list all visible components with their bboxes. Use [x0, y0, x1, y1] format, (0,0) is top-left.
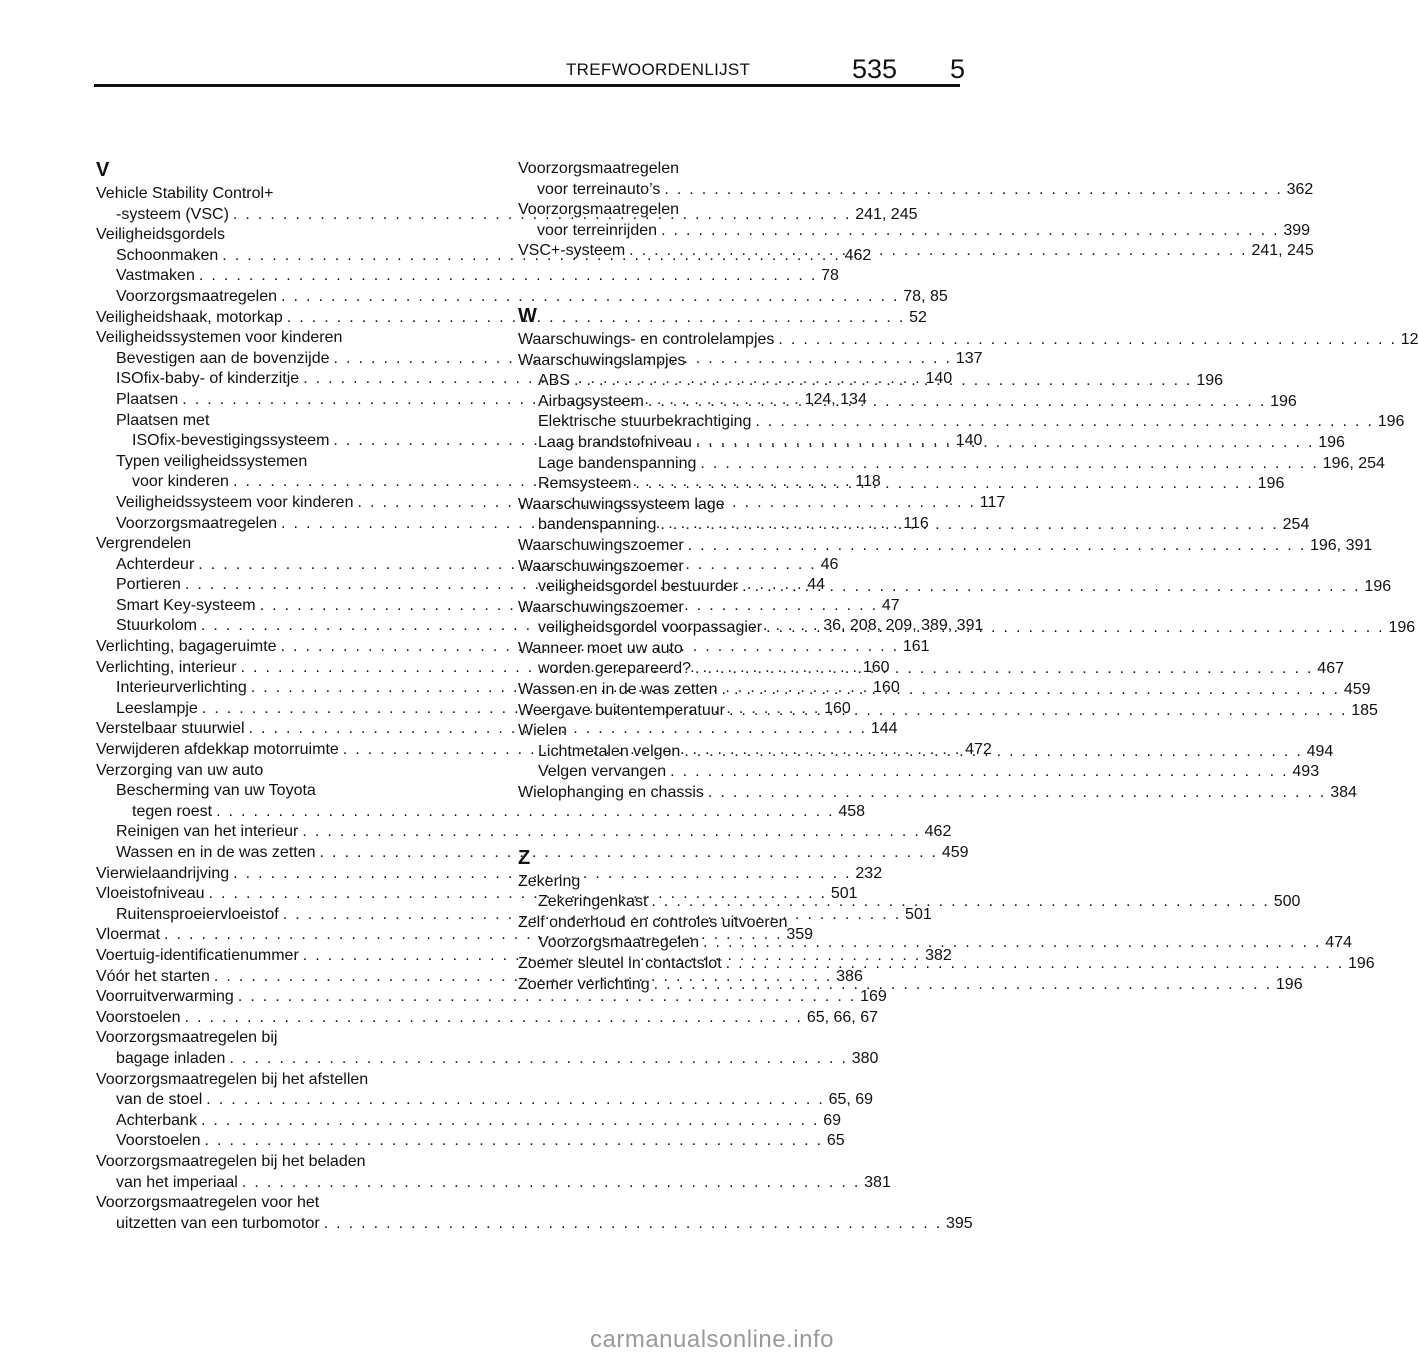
index-entry: [96, 452, 480, 473]
dot-leader: [708, 783, 1326, 804]
index-entry: [96, 1131, 845, 1152]
index-page-refs: 118: [855, 473, 881, 491]
index-term: Verwijderen afdekkap motorruimte: [96, 741, 339, 759]
index-page-refs: 241, 245: [1251, 242, 1314, 260]
index-page-refs: 196, 254: [1322, 454, 1385, 472]
index-term: Waarschuwingszoemer: [518, 598, 684, 616]
index-term: -systeem (VSC): [116, 205, 229, 223]
index-term: Schoonmaken: [116, 246, 219, 264]
index-term: tegen roest: [132, 802, 213, 820]
index-page-refs: 196: [1388, 619, 1416, 637]
index-term: Plaatsen met: [116, 411, 210, 429]
index-term: Verlichting, interieur: [96, 658, 237, 676]
index-entry: [96, 266, 839, 287]
index-entry: [96, 987, 887, 1008]
index-term: Verlichting, bagageruimte: [96, 638, 277, 656]
index-term: Veiligheidssysteem voor kinderen: [116, 493, 354, 511]
index-entry: [518, 639, 902, 660]
index-term: Voorzorgsmaatregelen: [116, 514, 277, 532]
index-term: Vloeistofniveau: [96, 885, 205, 903]
watermark-text: carmanualsonline.info: [590, 1326, 834, 1353]
index-page-refs: 196: [1364, 578, 1392, 596]
dot-leader: [778, 330, 1396, 351]
index-term: Voorzorgsmaatregelen: [538, 934, 699, 952]
index-page-refs: 65: [826, 1132, 845, 1150]
index-term: Voertuig-identificatienummer: [96, 946, 299, 964]
index-page-refs: 386: [836, 967, 863, 985]
index-page-refs: 500: [1273, 893, 1301, 911]
index-entry: [518, 975, 1303, 996]
index-term: Vergrendelen: [96, 535, 192, 553]
index-page-refs: 196: [1257, 475, 1285, 493]
index-term: Voorzorgsmaatregelen: [518, 160, 679, 177]
index-page-refs: 78, 85: [903, 287, 948, 305]
index-entry: [518, 872, 902, 893]
index-entry: [518, 351, 902, 372]
index-entry: [96, 534, 480, 555]
index-term: Voorzorgsmaatregelen bij het afstellen: [96, 1070, 369, 1088]
index-page-refs: 36, 208, 209, 389, 391: [823, 617, 984, 635]
dot-leader: [574, 371, 1192, 392]
index-entry: [518, 762, 1320, 783]
index-page-refs: 362: [1286, 180, 1314, 198]
index-term: Remsysteem: [538, 475, 632, 493]
index-page-refs: 44: [807, 576, 826, 594]
index-term: van de stoel: [116, 1091, 203, 1109]
index-page-refs: 117: [979, 493, 1006, 511]
index-entry: [518, 577, 1392, 598]
index-entry: [96, 781, 480, 802]
index-page-refs: 196: [1318, 433, 1345, 451]
dot-leader: [696, 433, 1314, 454]
index-term: voor kinderen: [132, 473, 229, 491]
index-term: Leeslampje: [116, 699, 198, 717]
index-entry: [518, 913, 902, 934]
index-term: Portieren: [116, 576, 181, 594]
index-page-refs: 459: [1343, 681, 1371, 699]
dot-leader: [670, 762, 1288, 783]
dot-leader: [661, 221, 1279, 242]
dot-leader: [242, 1173, 860, 1194]
dot-leader: [324, 1214, 942, 1235]
index-page-refs: 140: [925, 370, 953, 388]
running-header-title: TREFWOORDENLIJST: [566, 60, 751, 79]
section-gap: [518, 804, 902, 844]
index-term: Vloermat: [96, 926, 161, 944]
index-page-refs: 462: [844, 246, 872, 264]
index-page-refs: 196: [1347, 955, 1375, 972]
index-page-refs: 462: [924, 823, 952, 841]
index-page-refs: 381: [864, 1173, 891, 1191]
section-letter-z: Z: [518, 846, 531, 869]
index-term: Velgen vervangen: [538, 763, 667, 781]
dot-leader: [742, 577, 1360, 598]
index-page-refs: 399: [1283, 221, 1311, 239]
index-page-refs: 359: [786, 926, 814, 944]
dot-leader: [660, 515, 1278, 536]
index-term: Vehicle Stability Control+: [96, 185, 274, 202]
index-page-refs: 467: [1317, 660, 1344, 678]
thumb-tab: 5: [950, 54, 966, 84]
index-entry: [96, 1152, 480, 1173]
index-page-refs: 254: [1282, 516, 1310, 534]
index-term: Vastmaken: [116, 267, 195, 285]
index-entry: [96, 1193, 480, 1214]
index-page-refs: 196, 391: [1309, 536, 1373, 554]
index-entry: [518, 598, 902, 619]
index-page-refs: 46: [820, 555, 839, 573]
index-page-refs: 161: [902, 638, 930, 656]
index-term: uitzetten van een turbomotor: [116, 1214, 320, 1232]
dot-leader: [205, 1131, 823, 1152]
index-page-refs: 474: [1325, 934, 1352, 952]
index-entry: [96, 1090, 874, 1111]
dot-leader: [700, 454, 1318, 475]
dot-leader: [654, 975, 1272, 996]
index-term: Waarschuwingslampjes: [518, 351, 686, 369]
index-page-refs: 124, 134: [804, 390, 867, 408]
index-entry: [96, 287, 948, 308]
index-page-refs: 382: [925, 946, 952, 964]
index-page-refs: 169: [860, 988, 887, 1006]
index-entry: [96, 1049, 879, 1070]
index-entry: [518, 557, 902, 578]
index-term: Waarschuwingszoemer: [518, 557, 684, 575]
index-entry: [518, 892, 1301, 913]
index-term: Zekeringenkast: [538, 893, 648, 911]
index-page-refs: 196: [1270, 392, 1297, 410]
dot-leader: [688, 536, 1306, 557]
dot-leader: [201, 1111, 819, 1132]
index-term: Voorzorgsmaatregelen voor het: [96, 1194, 320, 1212]
index-entry: [96, 225, 480, 246]
index-term: Verstelbaar stuurwiel: [96, 720, 245, 738]
index-term: Wielophanging en chassis: [518, 784, 704, 802]
index-term: Zelf onderhoud en controles uitvoeren: [518, 913, 788, 931]
index-entry: [518, 474, 1285, 495]
index-term: Bescherming van uw Toyota: [116, 782, 316, 800]
dot-leader: [755, 412, 1373, 433]
index-page-refs: 12: [1400, 330, 1419, 348]
index-entry: [96, 184, 480, 205]
index-term: van het imperiaal: [116, 1173, 238, 1191]
index-term: Elektrische stuurbekrachtiging: [538, 413, 752, 431]
index-entry: [518, 241, 1314, 262]
index-entry: [518, 659, 1344, 680]
index-page-refs: 241, 245: [855, 205, 918, 223]
index-term: Reinigen van het interieur: [116, 823, 299, 841]
index-entry: [518, 180, 1314, 201]
index-page-refs: 140: [955, 432, 983, 450]
header-rule: [94, 84, 960, 87]
index-term: ISOfix-baby- of kinderzitje: [116, 370, 300, 388]
index-entries-v-continued: [518, 159, 1314, 262]
index-term: Veiligheidsgordels: [96, 226, 225, 244]
index-entry: [518, 392, 1297, 413]
dot-leader: [695, 659, 1313, 680]
index-page-refs: 137: [955, 349, 983, 367]
section-letter-w: W: [518, 304, 537, 327]
index-page-refs: 160: [862, 658, 890, 676]
index-term: Voorstoelen: [96, 1008, 181, 1026]
dot-leader: [648, 392, 1266, 413]
index-term: voor terreinauto’s: [537, 180, 661, 198]
index-term: worden gerepareerd?: [538, 660, 691, 678]
index-term: veiligheidsgordel voorpassagier: [538, 619, 763, 637]
index-entry: [518, 495, 902, 516]
index-entry: [518, 454, 1385, 475]
index-term: Zoemer sleutel in contactslot: [518, 955, 722, 972]
index-page-refs: 196: [1275, 975, 1303, 993]
index-entry: [96, 843, 969, 864]
index-entry: [518, 221, 1311, 242]
index-entry: [518, 536, 1373, 557]
index-entry: [96, 1214, 973, 1235]
index-term: Veiligheidshaak, motorkap: [96, 308, 283, 326]
dot-leader: [629, 241, 1247, 262]
index-page-refs: 65, 66, 67: [806, 1008, 878, 1026]
index-page-refs: 69: [823, 1111, 842, 1129]
index-page-refs: 144: [870, 720, 898, 738]
index-term: Stuurkolom: [116, 617, 197, 635]
index-term: Vierwielaandrijving: [96, 864, 230, 882]
dot-leader: [684, 742, 1302, 763]
index-entry: [518, 200, 902, 221]
index-entry: [96, 308, 927, 329]
index-entry: [96, 822, 952, 843]
index-page-refs: 395: [945, 1214, 973, 1232]
dot-leader: [726, 954, 1344, 975]
dot-leader: [729, 701, 1347, 722]
index-term: Voorzorgsmaatregelen: [116, 287, 277, 305]
index-entry: [96, 1173, 891, 1194]
dot-leader: [722, 680, 1340, 701]
index-entry: [96, 1111, 842, 1132]
index-page-refs: 494: [1306, 742, 1334, 760]
index-page-refs: 52: [909, 308, 927, 326]
index-page-refs: 116: [903, 514, 929, 532]
index-term: Voorzorgsmaatregelen: [518, 201, 679, 219]
index-entry: [518, 412, 1405, 433]
index-term: Wanneer moet uw auto: [518, 639, 683, 657]
index-entry: [518, 783, 1357, 804]
index-page-refs: 78: [821, 267, 839, 285]
index-term: Voorruitverwarming: [96, 988, 234, 1006]
dot-leader: [635, 474, 1253, 495]
index-term: Smart Key-systeem: [116, 596, 256, 614]
index-term: Voorzorgsmaatregelen bij: [96, 1029, 278, 1047]
index-page-refs: 196: [1377, 413, 1405, 431]
index-page-refs: 232: [855, 864, 883, 882]
index-page-refs: 160: [824, 699, 851, 717]
index-page-refs: 65, 69: [828, 1091, 874, 1109]
index-page-refs: 384: [1330, 784, 1357, 802]
index-term: Ruitensproeiervloeistof: [116, 905, 279, 923]
index-term: Lichtmetalen velgen: [538, 742, 681, 760]
index-term: Wassen en in de was zetten: [116, 844, 316, 861]
index-page-refs: 160: [873, 679, 900, 697]
index-term: Voorzorgsmaatregelen bij het beladen: [96, 1152, 366, 1170]
index-entry: [96, 411, 480, 432]
index-page-refs: 501: [905, 905, 932, 923]
index-entry: [518, 159, 902, 180]
index-term: ABS: [538, 372, 571, 390]
dot-leader: [185, 1008, 803, 1029]
dot-leader: [651, 892, 1269, 913]
index-term: Verzorging van uw auto: [96, 761, 264, 779]
dot-leader: [766, 618, 1384, 639]
index-term: Laag brandstofniveau: [538, 433, 692, 451]
index-term: veiligheidsgordel bestuurder: [538, 578, 739, 596]
index-term: Waarschuwingssysteem lage: [518, 495, 725, 513]
section-gap: [518, 262, 902, 302]
index-term: Bevestigen aan de bovenzijde: [116, 349, 330, 367]
index-entry: [96, 1008, 878, 1029]
index-entry: [96, 761, 480, 782]
index-entry: [518, 933, 1352, 954]
index-entry: [96, 1070, 480, 1091]
index-entry: [518, 330, 1419, 351]
index-term: Waarschuwingszoemer: [518, 536, 684, 554]
index-page-refs: 501: [830, 885, 858, 903]
index-term: Typen veiligheidssystemen: [116, 452, 308, 470]
index-entry: [96, 328, 480, 349]
index-term: voor terreinrijden: [537, 221, 658, 239]
index-page-refs: 380: [851, 1049, 879, 1067]
index-term: Wassen en in de was zetten: [518, 681, 718, 699]
index-term: Veiligheidssystemen voor kinderen: [96, 329, 343, 347]
index-entry: [518, 721, 902, 742]
index-entry: [518, 701, 1378, 722]
index-entry: [96, 802, 866, 823]
index-term: Waarschuwings- en controlelampjes: [518, 330, 775, 348]
index-term: Airbagsysteem: [538, 392, 644, 410]
index-page-refs: 472: [965, 741, 992, 759]
index-term: Interieurverlichting: [116, 679, 247, 697]
index-term: Achterdeur: [116, 555, 195, 573]
index-page-refs: 185: [1351, 701, 1378, 719]
index-entry: [96, 1028, 480, 1049]
index-term: bandenspanning: [538, 516, 657, 534]
dot-leader: [206, 1090, 824, 1111]
index-term: ISOfix-bevestigingssysteem: [132, 432, 330, 450]
dot-leader: [664, 180, 1282, 201]
index-entry: [518, 680, 1371, 701]
index-term: Vóór het starten: [96, 967, 210, 985]
index-term: Voorstoelen: [116, 1132, 201, 1150]
index-page-refs: 458: [838, 802, 866, 820]
section-letter-v: V: [96, 159, 110, 181]
index-term: Plaatsen: [116, 390, 179, 408]
index-term: Lage bandenspanning: [538, 454, 697, 472]
index-page-refs: 493: [1292, 763, 1320, 781]
index-term: Zoemer verlichting: [518, 975, 650, 993]
index-page-refs: 47: [881, 596, 900, 614]
index-term: Zekering: [518, 872, 581, 890]
page-number: 535: [852, 54, 898, 84]
index-page-refs: 196: [1196, 372, 1224, 390]
index-page-refs: 459: [941, 844, 969, 861]
index-term: Wielen: [518, 722, 567, 740]
index-term: Weergave buitentemperatuur: [518, 701, 725, 719]
index-term: bagage inladen: [116, 1049, 226, 1067]
index-term: VSC+-systeem: [518, 242, 626, 260]
dot-leader: [229, 1049, 847, 1070]
dot-leader: [703, 933, 1321, 954]
index-term: Achterbank: [116, 1111, 197, 1129]
